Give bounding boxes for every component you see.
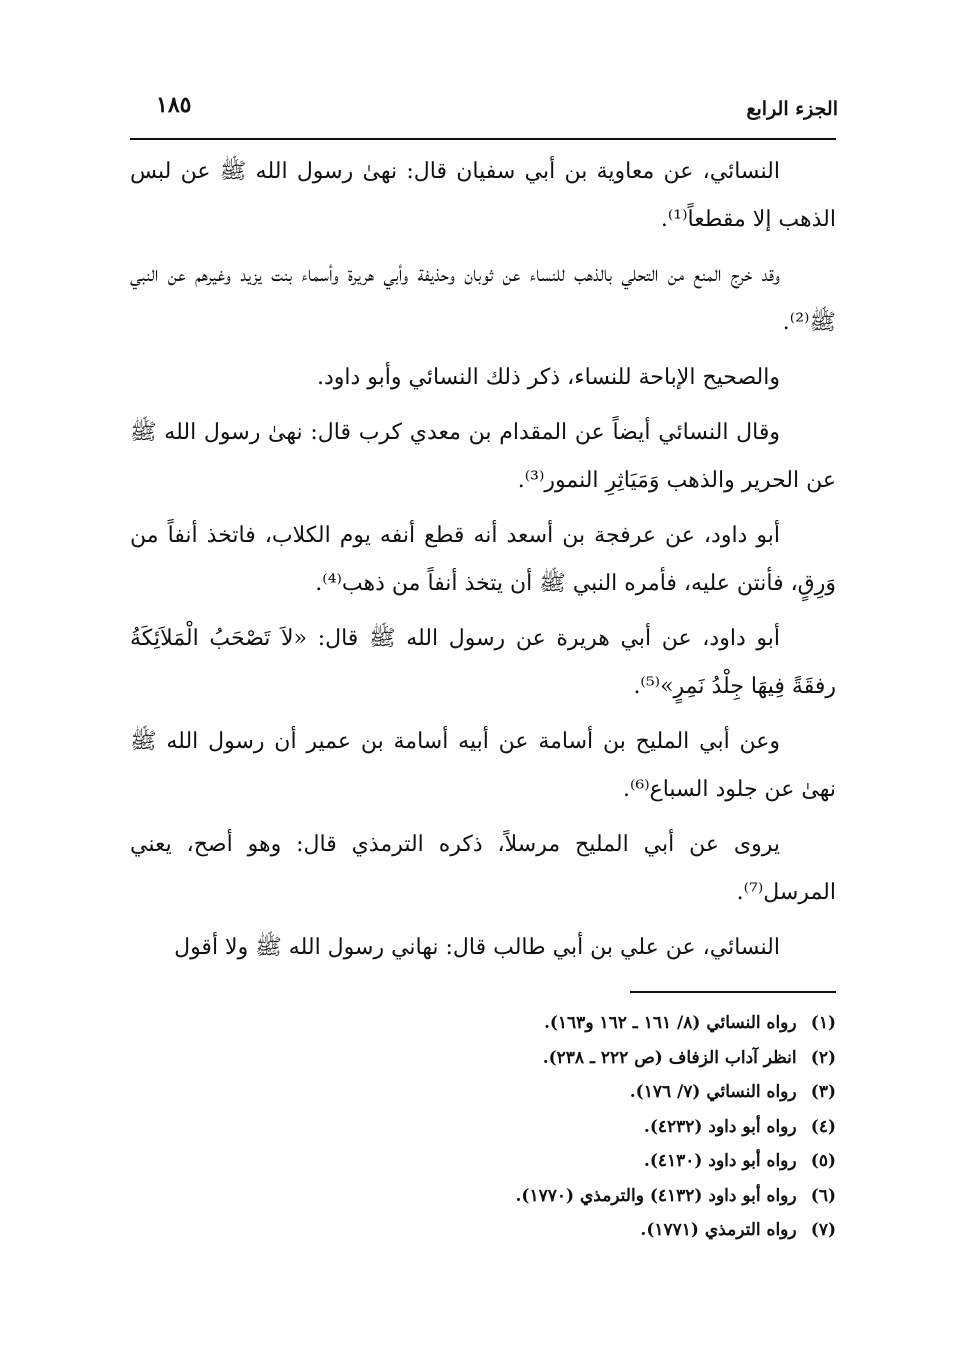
footnote [200,1006,836,1041]
footnote-number: (٢) [810,1047,836,1068]
paragraph: وقال النسائي أيضاً عن المقدام بن معدي كرب قال: نهىٰ رسول الله ﷺ عن الحرير والذهب وَمَيَاثِرِ النمور⁽³⁾. [130,420,836,493]
paragraph: وقد خرج المنع من التحلي بالذهب للنساء عن ثوبان وحذيفة وأبي هريرة وأسماء بنت يزيد وغيرهم عن النبي ﷺ⁽²⁾. [130,262,836,335]
footnote-text: انظر آداب الزفاف (ص ٢٢٢ ـ ٢٣٨). [542,1047,797,1068]
paragraph: يروى عن أبي المليح مرسلاً، ذكره الترمذي قال: وهو أصح، يعني المرسل⁽⁷⁾. [130,832,836,905]
footnote-text: رواه النسائي (٧/ ١٧٦). [629,1082,797,1102]
paragraph: النسائي، عن علي بن أبي طالب قال: نهاني رسول الله ﷺ ولا أقول [174,935,780,960]
footnote-number: (١) [810,1013,836,1033]
footnote-text: رواه أبو داود (٤٢٣٢). [643,1116,797,1137]
header-rule [130,138,836,140]
footnote [200,1075,836,1110]
paragraph: والصحيح الإباحة للنساء، ذكر ذلك النسائي وأبو داود. [316,365,780,390]
paragraph: النسائي، عن معاوية بن أبي سفيان قال: نهىٰ رسول الله ﷺ عن لبس الذهب إلا مقطعاً⁽¹⁾. [130,159,836,232]
page-number: ١٨٥ [156,92,192,118]
footnote [200,1041,836,1076]
footnote [200,1144,836,1179]
page-header [128,88,838,134]
paragraph: أبو داود، عن عرفجة بن أسعد أنه قطع أنفه يوم الكلاب، فاتخذ أنفاً من وَرِقٍ، فأنتن عليه، فأمره النبي ﷺ أن يتخذ أنفاً من ذهب⁽⁴⁾. [130,523,836,596]
footnote-separator [630,991,836,993]
footnote-text: رواه أبو داود (٤١٣٢) والترمذي (١٧٧٠). [515,1185,797,1206]
footnote [200,1179,836,1214]
paragraph: وعن أبي المليح بن أسامة عن أبيه أسامة بن عمير أن رسول الله ﷺ نهىٰ عن جلود السباع⁽⁶⁾. [130,729,836,802]
footnote [200,1213,836,1248]
footnote [200,1110,836,1145]
footnote-number: (٤) [810,1116,836,1137]
main-text [130,148,836,972]
footnote-number: (٧) [810,1220,836,1240]
paragraph: أبو داود، عن أبي هريرة عن رسول الله ﷺ قال: «لاَ تَصْحَبُ الْمَلاَئِكَةُ رفقَةً فِيهَا جِلْدُ نَمِرٍ»⁽⁵⁾. [130,626,836,699]
running-title: الجزء الرابع [746,98,838,120]
footnote-text: رواه أبو داود (٤١٣٠). [643,1151,797,1171]
footnote-number: (٥) [810,1151,836,1171]
footnote-text: رواه الترمذي (١٧٧١). [640,1220,797,1240]
footnote-number: (٣) [810,1082,836,1102]
footnote-text: رواه النسائي (٨/ ١٦١ ـ ١٦٢ و١٦٣). [543,1013,797,1033]
footnotes [200,1006,836,1248]
footnote-number: (٦) [810,1185,836,1206]
